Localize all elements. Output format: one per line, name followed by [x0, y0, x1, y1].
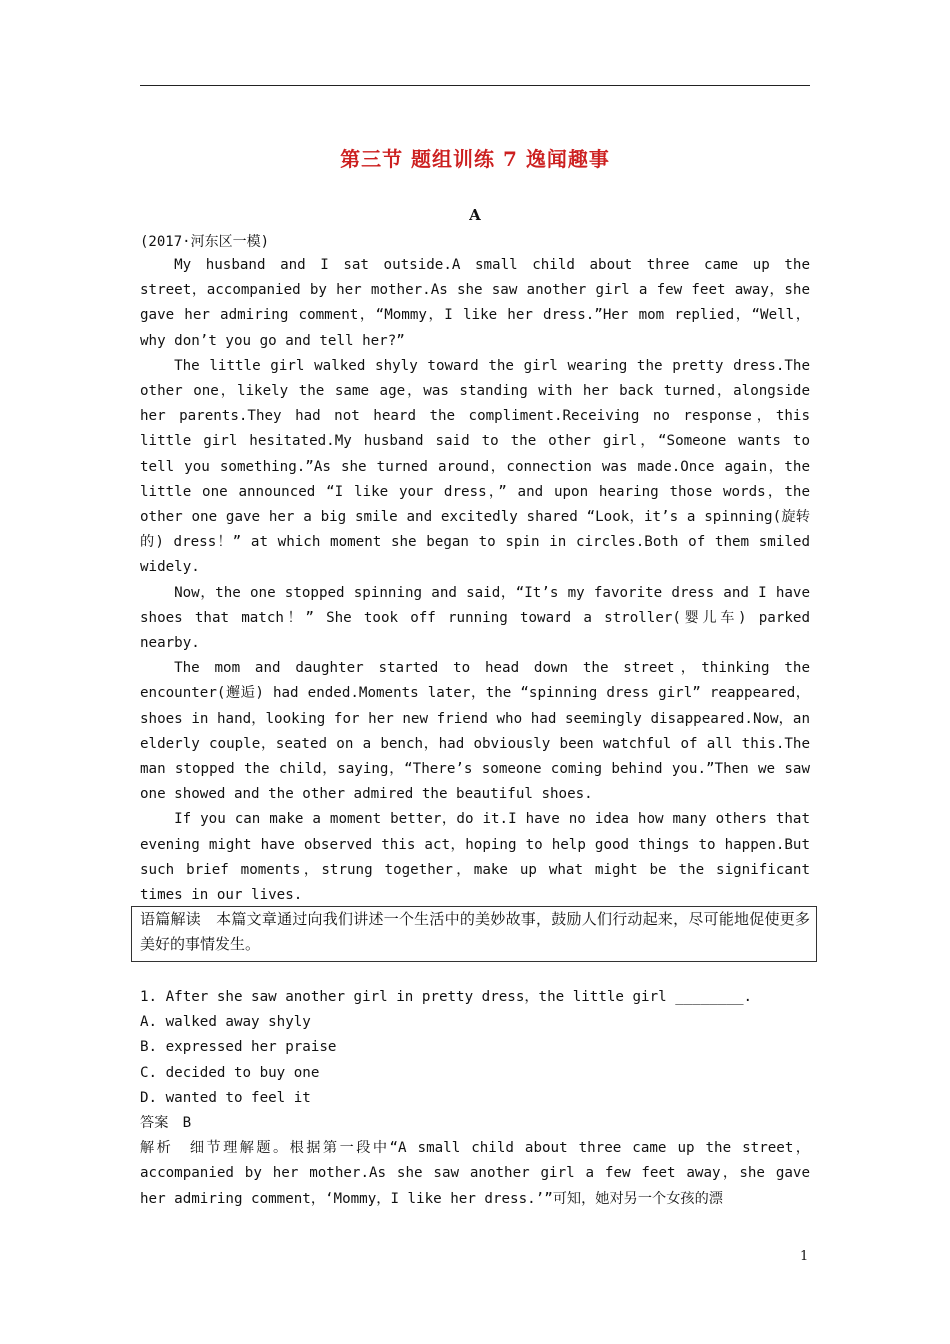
- option-d: D. wanted to feel it: [140, 1089, 311, 1106]
- paragraph: My husband and I sat outside.A small child about three came up the street，accompanied by her mother.As she saw another girl a few feet away，she gave her admiring comment，“Mommy，I like her dress.”Her mom replied，“Well，why don’t you go and tell her?”: [140, 257, 810, 349]
- question-stem: 1. After she saw another girl in pretty dress，the little girl ________.: [140, 989, 753, 1005]
- answer: 答案 B: [140, 1115, 192, 1132]
- paragraph: If you can make a moment better，do it.I have no idea how many others that evening might have observed this act，hoping to help good things to happen.But such brief moments，strung together，make up what might be the significant times in our lives.: [140, 811, 810, 904]
- option-b: B. expressed her praise: [140, 1039, 337, 1056]
- paragraph: Now，the one stopped spinning and said，“It’s my favorite dress and I have shoes that match！” She took off running toward a stroller(婴儿车) parked nearby.: [140, 584, 810, 652]
- section-heading: A: [469, 206, 481, 224]
- reading-note: 语篇解读 本篇文章通过向我们讲述一个生活中的美妙故事，鼓励人们行动起来，尽可能地促使更多美好的事情发生。: [140, 910, 810, 953]
- header-rule: [140, 85, 810, 86]
- passage: [140, 253, 810, 908]
- option-a: A. walked away shyly: [140, 1014, 311, 1031]
- analysis: 解析 细节理解题。根据第一段中“A small child about three came up the street，accompanied by her mother.As she saw another girl a few feet away，she gave her admiring comment，‘Mommy，I like her dress.’”可知，她对另一个女孩的漂: [140, 1140, 810, 1207]
- option-c: C. decided to buy one: [140, 1064, 320, 1081]
- page-title: 第三节 题组训练 7 逸闻趣事: [340, 147, 610, 171]
- paragraph: The little girl walked shyly toward the girl wearing the pretty dress.The other one，likely the same age，was standing with her back turned，alongside her parents.They had not heard the compliment.Receiving no response，this little girl hesitated.My husband said to the other girl，“Someone wants to tell you something.”As she turned around，connection was made.Once again，the little one announced “I like your dress，” and upon hearing those words，the other one gave her a big smile and excitedly shared “Look，it’s a spinning(旋转的) dress！” at which moment she began to spin in circles.Both of them smiled widely.: [140, 357, 810, 576]
- question-1: [140, 985, 810, 1212]
- source-label: (2017·河东区一模): [140, 234, 270, 250]
- page-number: 1: [800, 1249, 809, 1264]
- paragraph: The mom and daughter started to head down the street，thinking the encounter(邂逅) had ended.Moments later，the “spinning dress girl” reappeared，shoes in hand，looking for her new friend who had seemingly disappeared.Now，an elderly couple，seated on a bench，had obviously been watchful of all this.The man stopped the child，saying，“There’s someone coming behind you.”Then we saw one showed and the other admired the beautiful shoes.: [140, 660, 810, 803]
